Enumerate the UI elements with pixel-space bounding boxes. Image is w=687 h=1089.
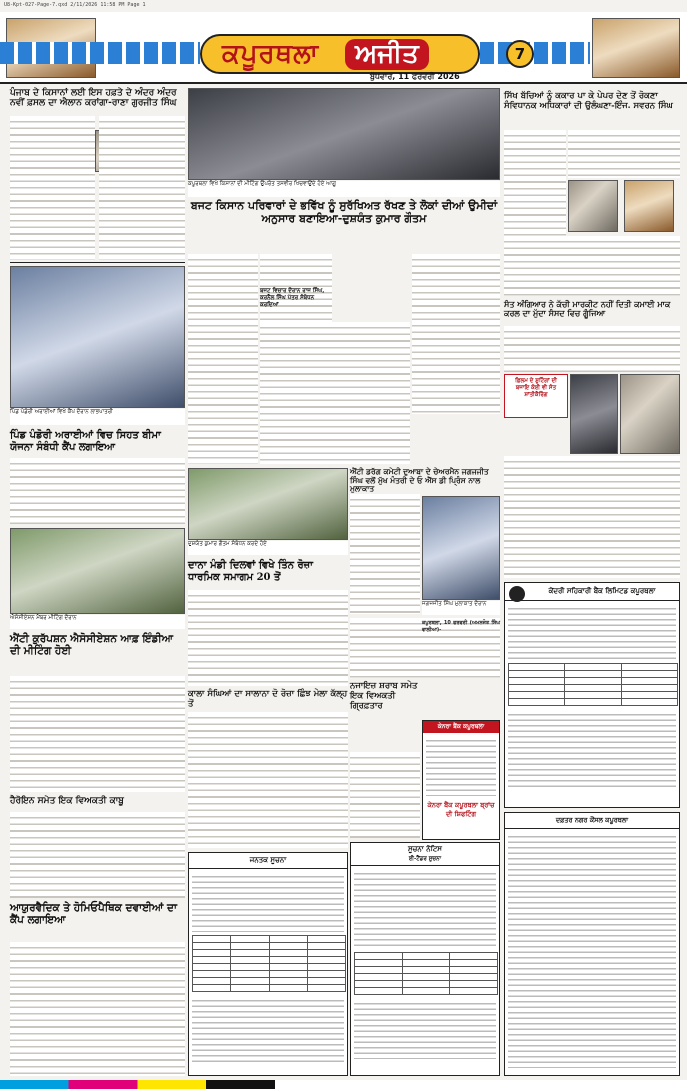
s5-body — [188, 590, 348, 686]
s8-body — [10, 942, 185, 1076]
divider — [10, 262, 185, 263]
bank-logo — [509, 586, 525, 602]
notice1-table — [192, 935, 346, 992]
s1-body-b — [99, 116, 185, 260]
notice2-sub: ਈ-ਟੈਂਡਰ ਸੂਚਨਾ — [351, 856, 499, 866]
notice1-text — [192, 872, 344, 932]
masthead-pattern-right — [480, 42, 590, 64]
color-registration-strip — [0, 1080, 687, 1089]
s2-body-4 — [412, 254, 500, 414]
s6-body — [10, 676, 185, 792]
print-header: U8-Kpt-027-Page-7.qxd 2/11/2026 11:58 PM Page 1 — [4, 2, 146, 8]
s13-headline: ਕੇਨਰਾ ਬੈਂਕ ਕਪੂਰਥਲਾ ਬ੍ਰਾਂਚ ਦੀ ਸ਼ਿਫਟਿੰਗ — [427, 801, 495, 818]
s7-body — [10, 812, 185, 898]
public-notice-ad — [188, 852, 348, 1076]
caption-meeting: ਐਸੋਸੀਏਸ਼ਨ ਮੈਂਬਰ ਮੀਟਿੰਗ ਦੌਰਾਨ — [10, 615, 185, 629]
s3-portrait-1 — [568, 180, 618, 232]
right-form-text — [508, 832, 676, 1068]
photo-shop — [10, 266, 185, 408]
tender-notice-ad — [350, 842, 500, 1076]
photo-meeting — [10, 528, 185, 614]
photo-field — [188, 468, 348, 540]
caption-two: ਜਗਜਜੀਤ ਸਿੰਘ ਮੁਲਾਕਾਤ ਦੌਰਾਨ — [422, 601, 500, 615]
bank-ad-text — [426, 736, 496, 796]
notice2-title: ਸੂਚਨਾ ਨੋਟਿਸ — [408, 845, 442, 853]
masthead-city: ਕਪੂਰਥਲਾ — [222, 39, 320, 69]
s1-headline: ਪੰਜਾਬ ਦੇ ਕਿਸਾਨਾਂ ਲਈ ਇਸ ਹਫ਼ਤੇ ਦੇ ਅੰਦਰ ਅੰਦਰ ਨਵੀਂ ਫ਼ਸਲ ਦਾ ਐਲਾਨ ਕਰਾਂਗਾ-ਰਾਣਾ ਗੁਰਜੀਤ ਸਿੰਘ — [10, 88, 177, 109]
s3-body-b — [568, 130, 680, 178]
caption-shop: ਪਿੰਡ ਪੰਡੋਰੀ ਅਰਾਈਆਂ ਵਿਖੇ ਕੈਂਪ ਦੌਰਾਨ ਲਾਭਪਾਤਰੀ — [10, 409, 185, 425]
s5-headline: ਦਾਨਾ ਮੰਡੀ ਦਿਲਵਾਂ ਵਿਖੇ ਤਿੰਨ ਰੋਜ਼ਾ ਧਾਰਮਿਕ ਸਮਾਗਮ 20 ਤੋਂ — [188, 560, 314, 583]
bank-ad-title: ਕੇਨਰਾ ਬੈਂਕ ਕਪੂਰਥਲਾ — [423, 721, 499, 733]
masthead-pattern-left — [0, 42, 200, 64]
s2-subhead: ਬਜਟ ਵਿਚਾਰ ਦੌਰਾਨ ਰਾਜ ਸਿੰਘ, ਕਰਨੈਲ ਸਿੰਘ ਪੱਤਰ ਸੰਬੋਧਨ ਕਰਦਿਆਂ — [260, 288, 325, 308]
photo-group — [188, 88, 500, 180]
notice2-footer — [354, 999, 496, 1059]
notice1-footer — [192, 996, 344, 1066]
s11-headline: ਕਾਲਾ ਸੰਘਿਆਂ ਦਾ ਸਾਲਾਨਾ ਦੋ ਰੋਜ਼ਾ ਛਿੰਝ ਮੇਲਾ ਕੱਲ੍ਹ ਤੋਂ — [188, 689, 348, 709]
caption-group: ਕਪੂਰਥਲਾ ਵਿਖੇ ਕਿਸਾਨਾਂ ਦੀ ਮੀਟਿੰਗ ਉਪਰੰਤ ਤਸਵੀਰ ਖਿਚਵਾਉਂਦੇ ਹੋਏ ਆਗੂ — [188, 181, 500, 197]
right-notice-text — [508, 604, 676, 660]
s9-body-b — [504, 456, 680, 578]
right-notice-footer — [508, 710, 676, 790]
s3-body-c — [504, 236, 680, 296]
notice2-table — [354, 952, 498, 995]
box-note-text: ਫ਼ਿਲਮ ਦੇ ਸ਼ੂਟਿੰਗਾਂ ਦੀ ਬਜਾਇ ਕੋਈ ਵੀ ਸੰਤ ਸ਼ਾਂਤੀਕੈਰਿੰਗ — [515, 378, 557, 398]
s9-headline: ਸੰਤ ਅੰਗਿਆਰ ਨੇ ਕੱਚੀ ਮਾਰਕੀਟ ਨਹੀਂ ਦਿਤੀ ਕਮਾਈ ਮਾਕ ਕਰਲ ਦਾ ਮੁੱਦਾ ਸੰਸਦ ਵਿਚ ਗੂੰਜਿਆ — [504, 299, 671, 319]
caption-field: ਦੁਸ਼ਯੰਤ ਕੁਮਾਰ ਗੌਤਮ ਸੰਬੋਧਨ ਕਰਦੇ ਹੋਏ — [188, 541, 348, 555]
s9-portrait-1 — [570, 374, 618, 454]
s3-portrait-2 — [624, 180, 674, 232]
s2-body-3 — [260, 322, 410, 464]
s7-headline: ਹੈਰੋਇਨ ਸਮੇਤ ਇਕ ਵਿਅਕਤੀ ਕਾਬੂ — [10, 796, 124, 806]
s1-body — [10, 116, 95, 260]
masthead — [0, 12, 687, 84]
s11-body — [188, 712, 348, 848]
photo-two — [422, 496, 500, 600]
masthead-paper: ਅਜੀਤ — [345, 39, 429, 70]
right-notice-table — [508, 663, 678, 706]
s6-headline: ਐਂਟੀ ਕੁਰੱਪਸ਼ਨ ਐਸੋਸੀਏਸ਼ਨ ਆਫ਼ ਇੰਡੀਆ ਦੀ ਮੀਟਿੰਗ ਹੋਈ — [10, 633, 174, 658]
s8-headline: ਆਯੁਰਵੈਦਿਕ ਤੇ ਹੋਮਿਓਪੈਥਿਕ ਦਵਾਈਆਂ ਦਾ ਕੈਂਪ ਲਗਾਇਆ — [10, 902, 177, 927]
s4-body — [10, 458, 185, 524]
box-note — [504, 374, 568, 418]
notice1-title: ਜਨਤਕ ਸੂਚਨਾ — [189, 853, 347, 869]
masthead-date: ਬੁੱਧਵਾਰ, 11 ਫਰਵਰੀ 2026 — [370, 72, 460, 81]
masthead-building-right — [592, 18, 680, 78]
s12-body — [350, 752, 420, 838]
page-number: 7 — [506, 40, 534, 68]
s9-portrait-2 — [620, 374, 680, 454]
cooperative-bank-ad — [504, 582, 680, 808]
s10-headline: ਐਂਟੀ ਡਰੱਗ ਕਮੇਟੀ ਦੁਆਬਾ ਦੇ ਚੇਅਰਮੈਨ ਜਗਜਜੀਤ ਸਿੰਘ ਵਲੋਂ ਮੁੱਖ ਮੰਤਰੀ ਦੇ ਓ ਐੱਸ ਡੀ ਪ੍ਰਿੰਸ ਨਾਲ ਮੁਲਾਕਾਤ — [350, 467, 489, 494]
council-form-ad — [504, 812, 680, 1076]
dateline: ਕਪੂਰਥਲਾ, 10 ਫਰਵਰੀ (ਅਮਨਜੋਤ ਸਿੰਘ ਵਾਲੀਆ)- — [422, 620, 500, 633]
s9-body-a — [504, 326, 680, 372]
right-notice-title: ਕੇਂਦਰੀ ਸਹਿਕਾਰੀ ਬੈਂਕ ਲਿਮਿਟਡ ਕਪੂਰਥਲਾ — [505, 583, 679, 601]
s2-body-1 — [188, 254, 258, 464]
right-form-title: ਦਫ਼ਤਰ ਨਗਰ ਕੌਂਸਲ ਕਪੂਰਥਲਾ — [505, 813, 679, 829]
s3-headline: ਸਿੱਖ ਬੱਚਿਆਂ ਨੂੰ ਕਕਾਰ ਪਾ ਕੇ ਪੇਪਰ ਦੇਣ ਤੋਂ ਰੋਕਣਾ ਸੰਵਿਧਾਨਕ ਅਧਿਕਾਰਾਂ ਦੀ ਉਲੰਘਣਾ-ਇੰਜ. ਸਵਰਨ ਸਿੰਘ — [504, 91, 673, 111]
s12-headline: ਨਜਾਇਜ਼ ਸ਼ਰਾਬ ਸਮੇਤ ਇਕ ਵਿਅਕਤੀ ਗ੍ਰਿਫ਼ਤਾਰ — [350, 681, 418, 711]
s4-headline: ਪਿੰਡ ਪੰਡੋਰੀ ਅਰਾਈਆਂ ਵਿਚ ਸਿਹਤ ਬੀਮਾ ਯੋਜਨਾ ਸੰਬੰਧੀ ਕੈਂਪ ਲਗਾਇਆ — [10, 430, 161, 453]
s10-body-a — [350, 494, 420, 614]
bank-ad — [422, 720, 500, 840]
notice2-text — [354, 869, 496, 949]
s2-headline: ਬਜਟ ਕਿਸਾਨ ਪਰਿਵਾਰਾਂ ਦੇ ਭਵਿੱਖ ਨੂੰ ਸੁਰੱਖਿਅਤ ਰੱਖਣ ਤੇ ਲੋਕਾਂ ਦੀਆਂ ਉਮੀਦਾਂ ਅਨੁਸਾਰ ਬਣਾਇਆ-ਦੁਸ਼ਯੰਤ ਕੁਮਾਰ ਗੌਤਮ — [190, 199, 498, 225]
